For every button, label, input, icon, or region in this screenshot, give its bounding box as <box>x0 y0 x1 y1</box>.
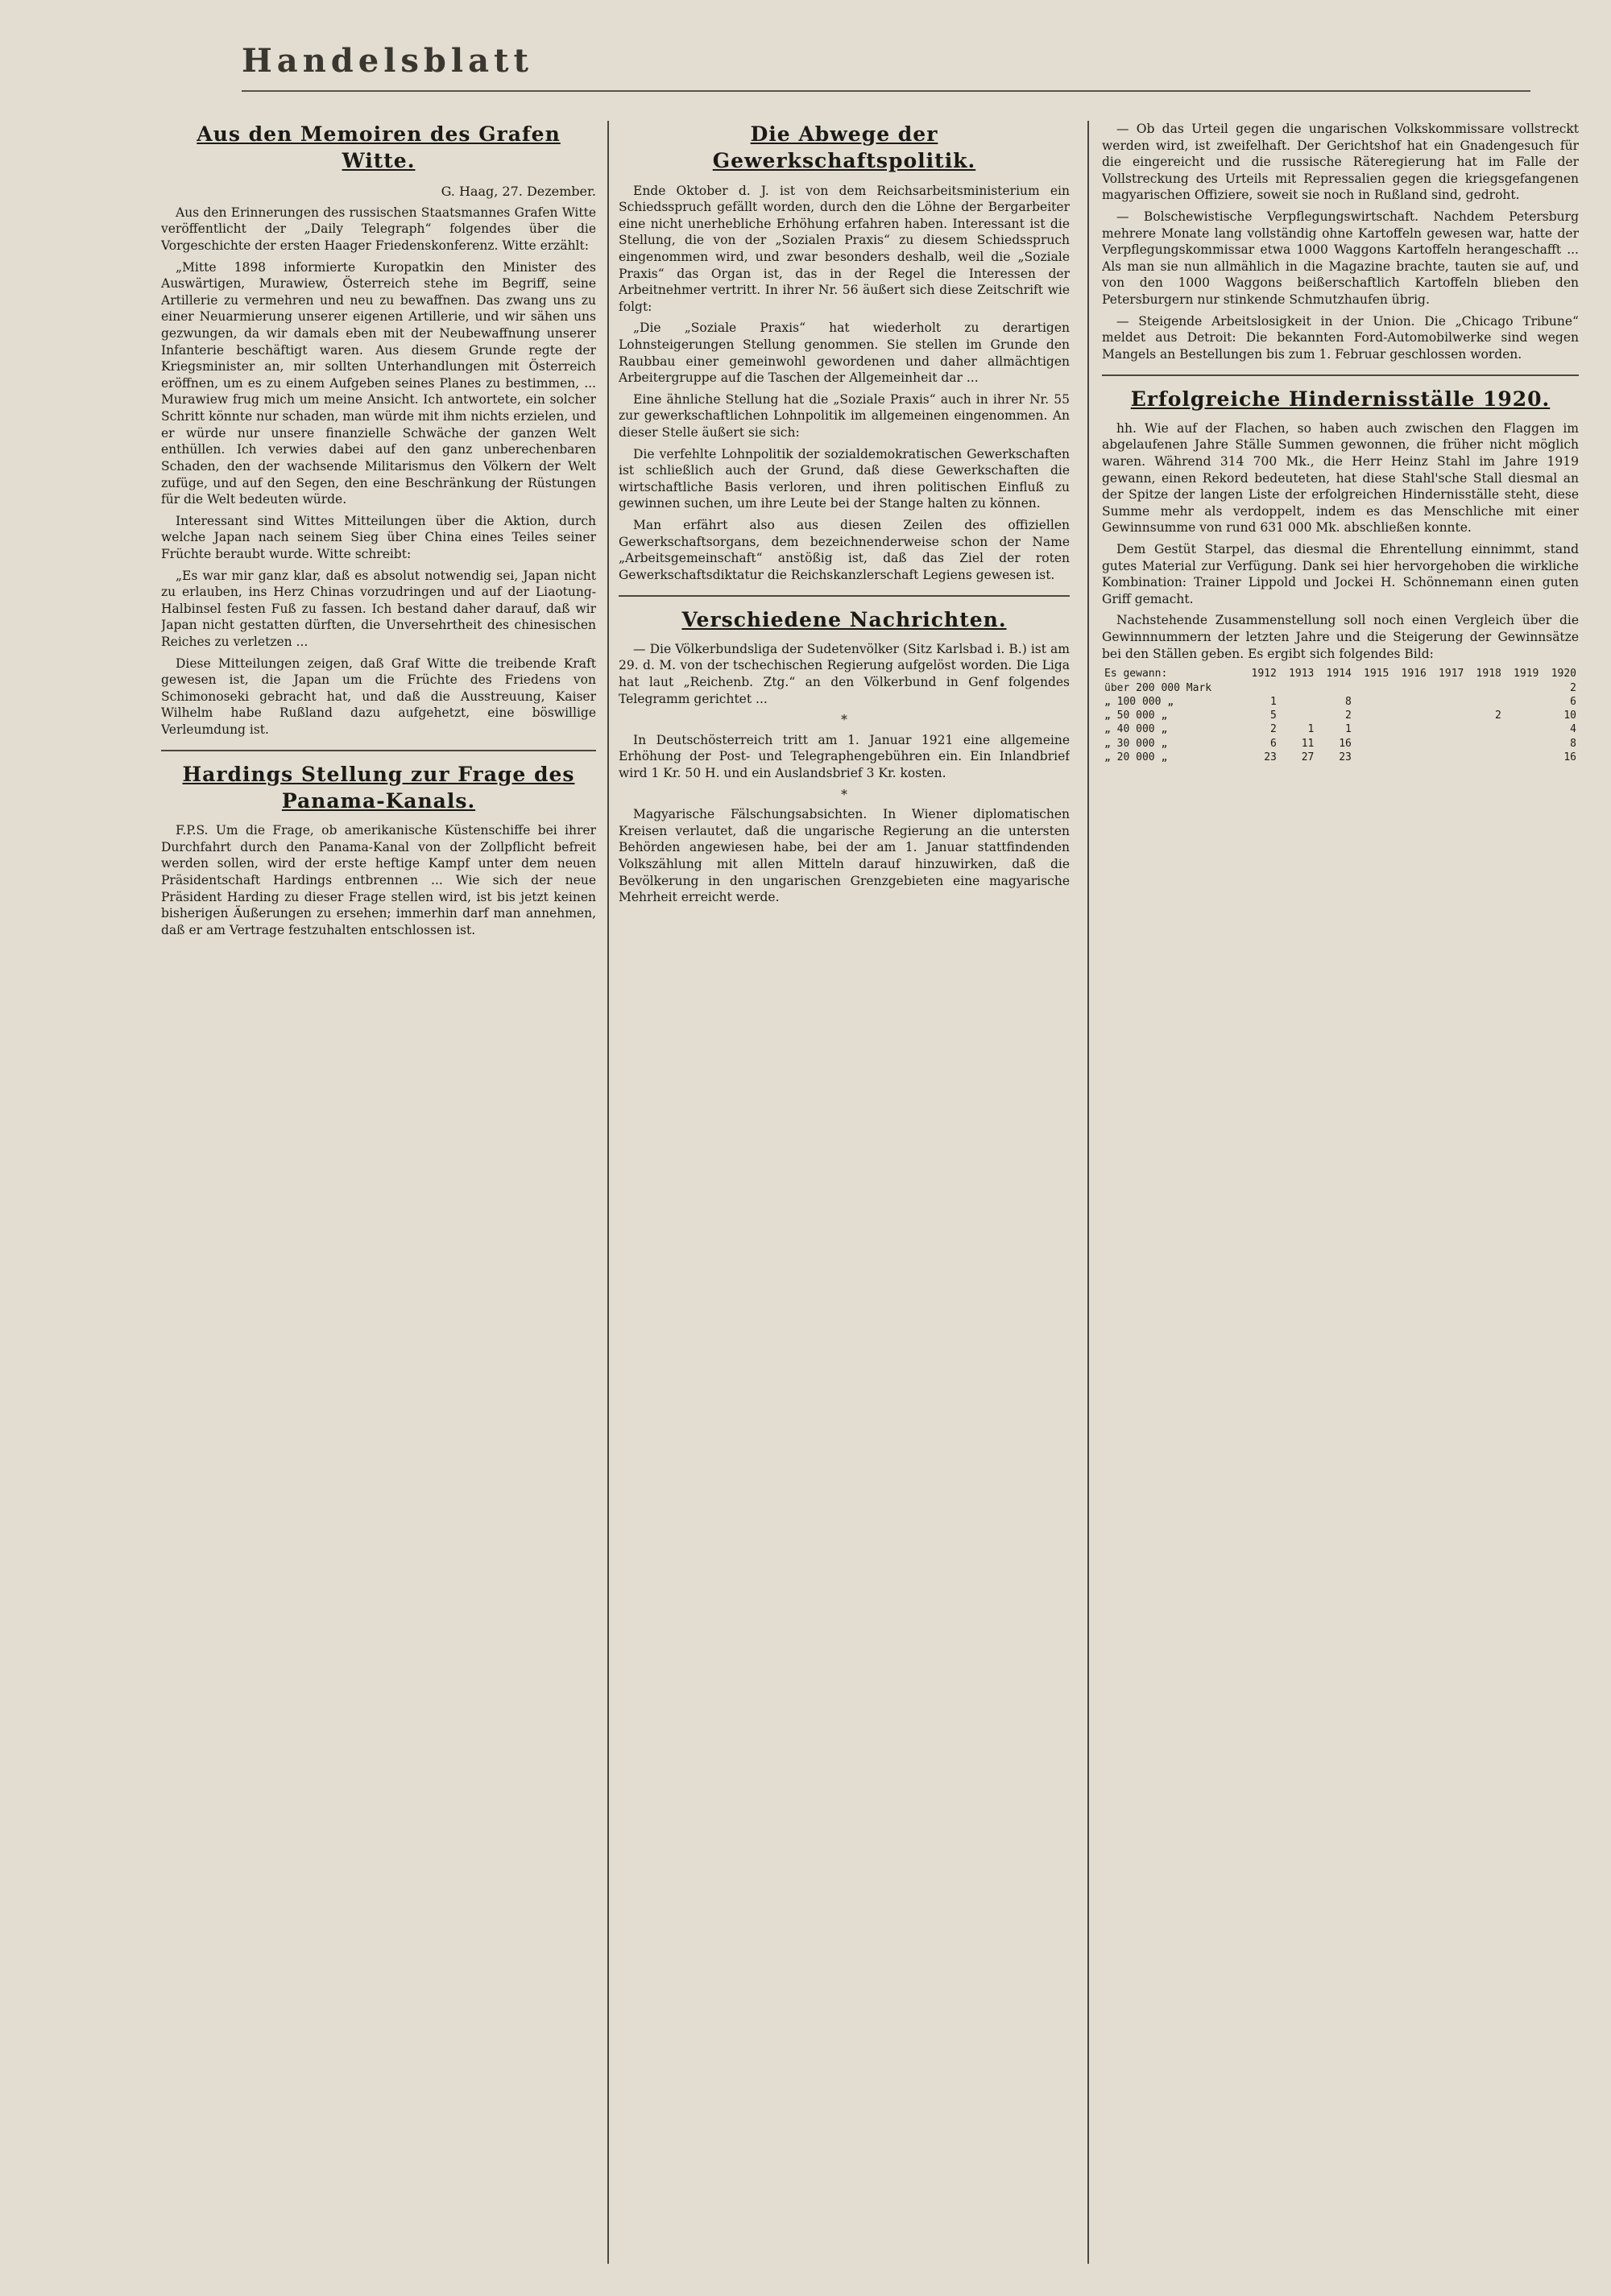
table-cell: „ 50 000 „ <box>1104 709 1168 722</box>
table-cell <box>1504 709 1542 722</box>
news-item: — Bolschewistische Verpflegungswirtschaft. Nachdem Petersburg mehrere Monate lang vollständig ohne Kartoffeln gewesen war, hatte der Verpflegungskommissar etwa 1000 Waggons Kartoffeln herangeschafft ... Als man sie nun allmählich in die Magazine brachte, tauten sie auf, und von den 1000 Waggons beißerschaftlich Kartoffeln blieben den Petersburgern nur stinkende Schmutzhaufen übrig. <box>1102 209 1579 308</box>
table-cell: 2 <box>1270 723 1277 736</box>
star-separator-icon: * <box>841 713 847 728</box>
table-row <box>1102 737 1579 751</box>
star-separator-icon: * <box>841 787 847 802</box>
section-divider <box>619 595 1070 597</box>
winnings-table <box>1102 667 1579 764</box>
masthead: Handelsblatt <box>242 42 1530 92</box>
table-cell: 10 <box>1563 709 1576 722</box>
table-cell: 23 <box>1264 751 1277 763</box>
table-cell <box>1391 695 1429 709</box>
paragraph: „Mitte 1898 informierte Kuropatkin den Minister des Auswärtigen, Murawiew, Österreich stehe im Begriff, seine Artillerie zu vermehren und neu zu bewaffnen. Das zwang uns zu einer Neuarmierung unserer eigenen Artillerie, und wir sähen uns gezwungen, da wir damals eben mit der Neubewaffnung unserer Infanterie beschäftigt waren. Aus diesem Grunde regte der Kriegsminister an, mir sollten Unterhandlungen mit Österreich eröffnen, um es zu einem Aufgeben seines Planes zu bestimmen, ... Murawiew frug mich um meine Ansicht. Ich antwortete, ein solcher Schritt könnte nur schaden, man würde mit ihm nichts erzielen, und er würde nur unsere finanzielle Schwäche der ganzen Welt enthüllen. Ich verwies dabei auf den ganz unberechenbaren Schaden, den der wachsende Militarismus den Völkern der Welt zufüge, und auf den Segen, den eine Beschränkung der Rüstungen für die Welt bedeuten würde. <box>161 259 596 507</box>
table-cell <box>1391 722 1429 736</box>
table-body <box>1102 681 1579 765</box>
table-cell: 6 <box>1270 737 1277 750</box>
table-cell <box>1354 695 1392 709</box>
table-cell: 5 <box>1270 709 1277 722</box>
table-cell: 2 <box>1570 681 1576 694</box>
table-cell <box>1279 709 1317 722</box>
news-item: In Deutschösterreich tritt am 1. Januar 1921 eine allgemeine Erhöhung der Post- und Telegraphengebühren ein. Ein Inlandbrief wird 1 Kr. 50 H. und ein Auslandsbrief 3 Kr. kosten. <box>619 732 1070 781</box>
table-cell <box>1429 737 1467 751</box>
section-divider <box>161 750 596 751</box>
article-title-gewerkschaft: Die Abwege der Gewerkschaftspolitik. <box>712 122 976 173</box>
table-cell <box>1504 695 1542 709</box>
table-cell: „ 20 000 „ <box>1104 751 1168 763</box>
table-cell <box>1466 722 1504 736</box>
paragraph: Nachstehende Zusammenstellung soll noch einen Vergleich über die Gewinnnummern der letzten Jahre und die Steigerung der Gewinnsätze bei den Ställen geben. Es ergibt sich folgendes Bild: <box>1102 613 1579 661</box>
column-left <box>161 121 596 2264</box>
table-cell: über 200 000 Mark <box>1104 681 1212 694</box>
section-divider <box>1102 374 1579 376</box>
paragraph: Ende Oktober d. J. ist von dem Reichsarbeitsministerium ein Schiedsspruch gefällt worden, durch den die Löhne der Bergarbeiter eine nicht unerhebliche Erhöhung erfahren haben. Interessant ist die Stellung, die von der „Sozialen Praxis“ zu diesem Schiedsspruch eingenommen wird, und zwar besonders deshalb, weil die „Soziale Praxis“ das Organ ist, das in der Regel die Interessen der Arbeitnehmer vertritt. In ihrer Nr. 56 äußert sich diese Zeitschrift wie folgt: <box>619 183 1070 314</box>
table-cell: 23 <box>1339 751 1352 763</box>
table-cell <box>1504 751 1542 764</box>
table-cell <box>1241 681 1279 695</box>
table-cell <box>1391 709 1429 722</box>
table-cell: 6 <box>1570 695 1576 708</box>
table-cell: „ 40 000 „ <box>1104 723 1168 736</box>
table-header-row <box>1102 667 1579 681</box>
table-header-cell: Es gewann: <box>1104 668 1168 681</box>
paragraph: „Die „Soziale Praxis“ hat wiederholt zu derartigen Lohnsteigerungen Stellung genommen. Sie stellen im Grunde den Raubbau einer gemeinwohl gewordenen und daher allmächtigen Arbeitergruppe auf die Taschen der Allgemeinheit dar ... <box>619 321 1070 386</box>
table-header-cell: 1913 <box>1289 668 1315 681</box>
table-cell: „ 30 000 „ <box>1104 737 1168 750</box>
news-item: Magyarische Fälschungsabsichten. In Wiener diplomatischen Kreisen verlautet, daß die ungarische Regierung an die untersten Behörden angewiesen habe, bei der am 1. Januar stattfindenden Volkszählung mit allen Mitteln darauf hinzuwirken, daß die Bevölkerung in den ungarischen Grenzgebieten eine magyarische Mehrheit erreicht werde. <box>619 807 1070 905</box>
table-header-cell: 1912 <box>1251 668 1277 681</box>
paragraph: Die verfehlte Lohnpolitik der sozialdemokratischen Gewerkschaften ist schließlich auch der Grund, daß diese Gewerkschaften die wirtschaftliche Basis verloren, und ihren politischen Einfluß zu gewinnen suchen, um ihre Leute bei der Stange halten zu können. <box>619 446 1070 511</box>
table-cell <box>1391 737 1429 751</box>
table-cell <box>1504 722 1542 736</box>
section-title-nachrichten: Verschiedene Nachrichten. <box>681 607 1007 631</box>
table-row <box>1102 722 1579 736</box>
table-cell <box>1279 681 1317 695</box>
table-cell: 2 <box>1495 709 1501 722</box>
column-right <box>1102 121 1579 2264</box>
table-cell <box>1429 681 1467 695</box>
table-cell: 11 <box>1301 737 1315 750</box>
paragraph: Diese Mitteilungen zeigen, daß Graf Witte die treibende Kraft gewesen ist, die Japan um die Früchte des Friedens von Schimonoseki gebracht hat, und daß die Ausstreuung, Kaiser Wilhelm habe Rußland dazu aufgehetzt, eine böswillige Verleumdung ist. <box>161 656 596 738</box>
table-cell: 1 <box>1307 723 1315 736</box>
table-header-cell: 1918 <box>1476 668 1501 681</box>
table-cell <box>1429 722 1467 736</box>
table-cell <box>1354 751 1392 764</box>
table-cell <box>1391 751 1429 764</box>
table-header-cell: 1917 <box>1439 668 1464 681</box>
dateline: G. Haag, 27. Dezember. <box>441 183 596 199</box>
table-cell: 1 <box>1270 695 1277 708</box>
paragraph: Man erfährt also aus diesen Zeilen des offiziellen Gewerkschaftsorgans, dem bezeichnenderweise schon der Name „Arbeitsgemeinschaft“ anstößig ist, daß das Ziel der roten Gewerkschaftsdiktatur die Reichskanzlerschaft Legiens gewesen ist. <box>619 518 1070 582</box>
table-cell <box>1354 737 1392 751</box>
paragraph: „Es war mir ganz klar, daß es absolut notwendig sei, Japan nicht zu erlauben, ins Herz Chinas vorzudringen und auf der Liaotung-Halbinsel festen Fuß zu fassen. Ich bestand daher darauf, daß wir Japan nicht gestatten dürften, die Unversehrtheit des chinesischen Reiches zu verletzen ... <box>161 568 596 649</box>
table-row <box>1102 681 1579 695</box>
table-row <box>1102 709 1579 722</box>
paragraph: Interessant sind Wittes Mitteilungen über die Aktion, durch welche Japan nach seinem Sieg über China eines Teiles seiner Früchte beraubt wurde. Witte schreibt: <box>161 513 596 561</box>
table-cell <box>1466 681 1504 695</box>
table-cell: 16 <box>1339 737 1352 750</box>
table-cell: 8 <box>1570 737 1576 750</box>
paragraph: Aus den Erinnerungen des russischen Staatsmannes Grafen Witte veröffentlicht der „Daily Telegraph“ folgendes über die Vorgeschichte der ersten Haager Friedenskonferenz. Witte erzählt: <box>161 205 596 253</box>
table-cell <box>1429 751 1467 764</box>
table-row <box>1102 695 1579 709</box>
paragraph: Dem Gestüt Starpel, das diesmal die Ehrentellung einnimmt, stand gutes Material zur Verfügung. Dank sei hier hervorgehoben die wirkliche Kombination: Trainer Lippold und Jockei H. Schönnemann einen guten Griff gemacht. <box>1102 542 1579 606</box>
table-header-cell: 1919 <box>1514 668 1539 681</box>
column-rule <box>607 121 609 2264</box>
news-item: — Steigende Arbeitslosigkeit in der Union. Die „Chicago Tribune“ meldet aus Detroit: Die bekannten Ford-Automobilwerke sind wegen Mangels an Bestellungen bis zum 1. Februar geschlossen worden. <box>1102 313 1579 362</box>
table-cell <box>1466 751 1504 764</box>
paragraph: F.P.S. Um die Frage, ob amerikanische Küstenschiffe bei ihrer Durchfahrt durch den Panama-Kanal von der Zollpflicht befreit werden sollen, wird der erste heftige Kampf unter dem neuen Präsidentschaft Hardings entbrennen ... Wie sich der neue Präsident Harding zu dieser Frage stellen wird, ist bis jetzt keinen bisherigen Äußerungen zu ersehen; immerhin darf man annehmen, daß er am Vertrage festzuhalten entschlossen ist. <box>161 823 596 937</box>
table-cell <box>1354 722 1392 736</box>
news-item: — Die Völkerbundsliga der Sudetenvölker (Sitz Karlsbad i. B.) ist am 29. d. M. von der tschechischen Regierung aufgelöst worden. Die Liga hat laut „Reichenb. Ztg.“ an den Völkerbund in Genf folgendes Telegramm gerichtet ... <box>619 641 1070 706</box>
table-cell: 27 <box>1301 751 1315 763</box>
table-cell <box>1354 709 1392 722</box>
table-cell <box>1391 681 1429 695</box>
article-title-hindernis: Erfolgreiche Hindernisställe 1920. <box>1130 387 1551 411</box>
table-row <box>1102 751 1579 764</box>
table-header-cell: 1914 <box>1326 668 1352 681</box>
table-cell: 4 <box>1570 723 1576 736</box>
paragraph: hh. Wie auf der Flachen, so haben auch zwischen den Flaggen im abgelaufenen Jahre Ställe Summen gewonnen, die früher nicht möglich waren. Während 314 700 Mk., die Herr Heinz Stahl im Jahre 1919 gewann, einen Rekord bedeuteten, hat diese Stahl'sche Stall diesmal an der Spitze der langen Liste der erfolgreichen Hindernisställe steht, diese Summe mehr als verdoppelt, indem es das Menschliche mit einer Gewinnsumme von rund 631 000 Mk. abschließen konnte. <box>1102 420 1579 536</box>
table-header-cell: 1920 <box>1551 668 1576 681</box>
table-header-cell: 1916 <box>1401 668 1427 681</box>
table-cell <box>1504 681 1542 695</box>
column-middle <box>619 121 1070 2264</box>
table-cell <box>1466 695 1504 709</box>
table-cell: 8 <box>1345 695 1352 708</box>
table-header-cell: 1915 <box>1364 668 1389 681</box>
table-cell <box>1466 737 1504 751</box>
table-cell: 16 <box>1563 751 1576 763</box>
article-title-witte: Aus den Memoiren des Grafen Witte. <box>197 122 561 173</box>
table-cell: 1 <box>1345 723 1352 736</box>
table-cell: 2 <box>1345 709 1352 722</box>
article-title-panama: Hardings Stellung zur Frage des Panama-Kanals. <box>182 762 575 813</box>
news-item: — Ob das Urteil gegen die ungarischen Volkskommissare vollstreckt werden wird, ist zweifelhaft. Der Gerichtshof hat ein Gnadengesuch für die eingereicht und die russische Räteregierung hat im Falle der Vollstreckung des Urteils mit Repressalien gegen die kriegsgefangenen magyarischen Offiziere, soweit sie noch in Rußland sind, gedroht. <box>1102 122 1579 203</box>
table-cell: „ 100 000 „ <box>1104 695 1174 708</box>
table-cell <box>1504 737 1542 751</box>
table-cell <box>1429 695 1467 709</box>
column-rule <box>1087 121 1089 2264</box>
table-cell <box>1279 695 1317 709</box>
table-cell <box>1429 709 1467 722</box>
table-cell <box>1316 681 1354 695</box>
paragraph: Eine ähnliche Stellung hat die „Soziale Praxis“ auch in ihrer Nr. 55 zur gewerkschaftlichen Lohnpolitik im allgemeinen eingenommen. An dieser Stelle äußert sie sich: <box>619 391 1070 441</box>
table-cell <box>1354 681 1392 695</box>
